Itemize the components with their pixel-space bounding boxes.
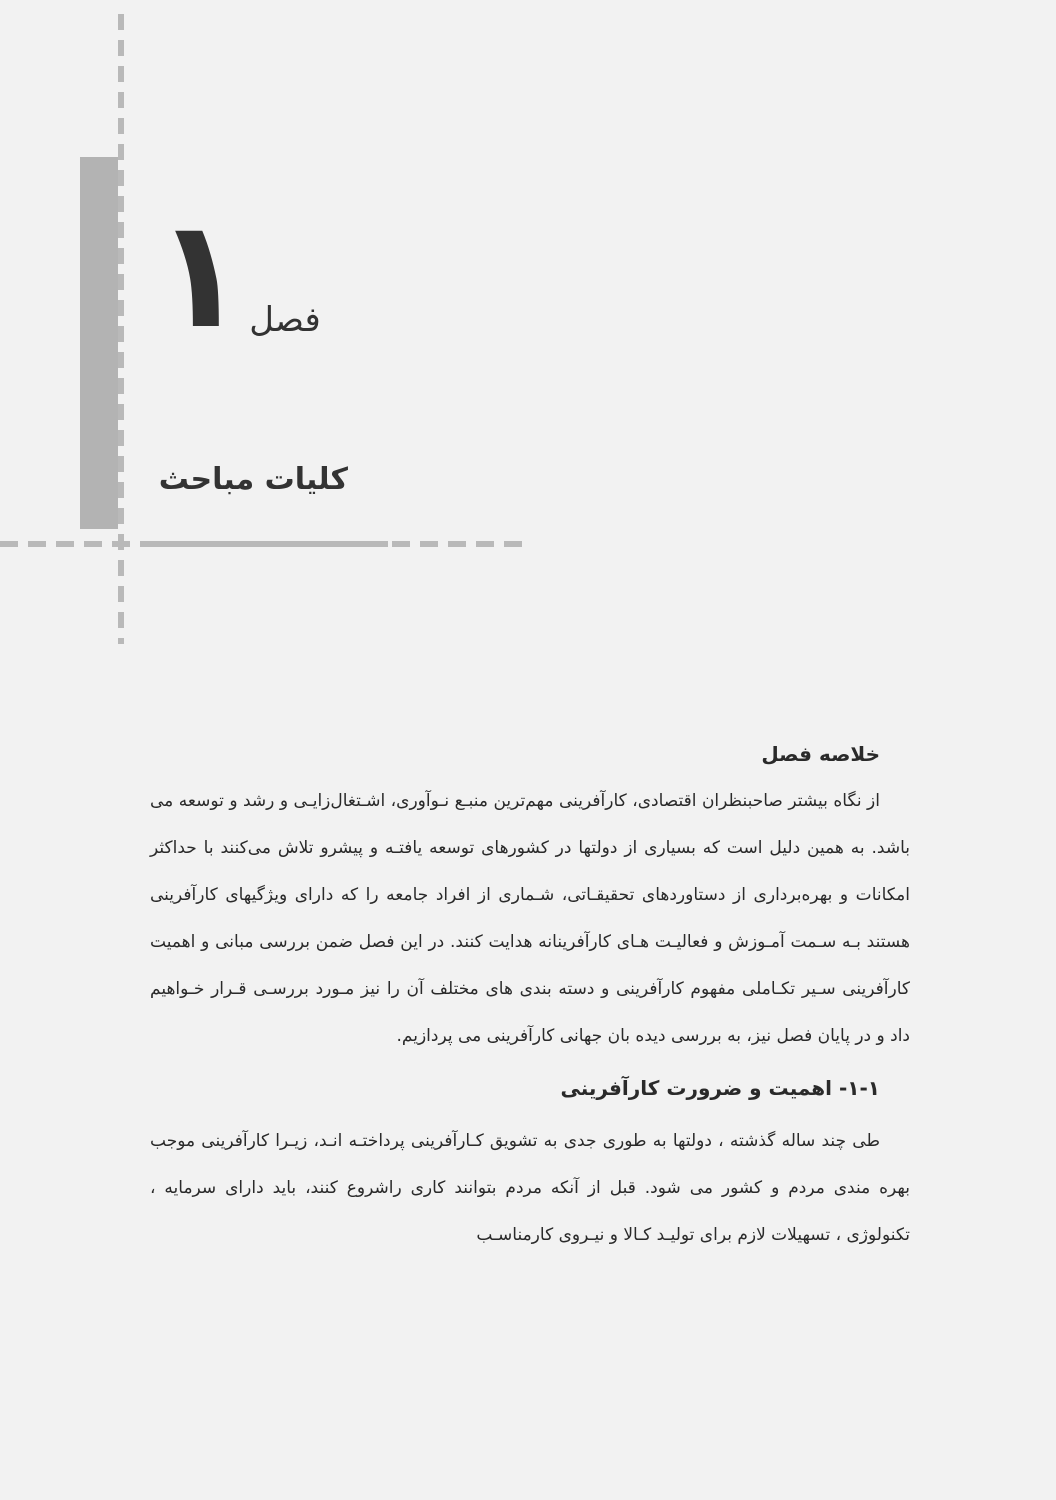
section-paragraph: طی چند ساله گذشته ، دولتها به طوری جدی به تشویق کـارآفرینی پرداختـه انـد، زیـرا کارآفرینی موجب بهره مندی مردم و کشور می شود. قبل از آنکه مردم بتوانند کاری راشروع کنند، باید دارای سرمایه ، تکنولوژی ، تسهیلات لازم برای تولیـد کـالا و نیـروی کارمناسـب — [150, 1131, 910, 1245]
horizontal-solid-rule — [148, 541, 388, 547]
vertical-dashed-rule — [118, 14, 124, 644]
page-body — [150, 730, 910, 1259]
chapter-number: ۱ — [154, 188, 246, 362]
summary-heading: خلاصه فصل — [761, 742, 880, 766]
chapter-title: کلیات مباحث — [158, 462, 348, 497]
chapter-side-bar — [80, 157, 118, 529]
summary-paragraph: از نگاه بیشتر صاحبنظران اقتصادی، کارآفرینی مهم‌ترین منبـع نـوآوری، اشـتغال‌زایـی و رشد و توسعه می باشد. به همین دلیل است که بسیاری از دولتها در کشورهای توسعه یافتـه و پیشرو تلاش می‌کنند با حداکثر امکانات و بهره‌برداری از دستاوردهای تحقیقـاتی، شـماری از افراد جامعه را که دارای ویژگیهای کارآفرینی هستند بـه سـمت آمـوزش و فعالیـت هـای کارآفرینانه هدایت کنند. در این فصل ضمن بررسی مبانی و اهمیت کارآفرینی سـیر تکـاملی مفهوم کارآفرینی و دسته بندی های مختلف آن را نیز مـورد بررسـی قـرار خـواهیم داد و در پایان فصل نیز، به بررسی دیده بان جهانی کارآفرینی می پردازیم. — [150, 791, 910, 1046]
chapter-label: فصل — [249, 300, 321, 340]
section-heading: ۱-۱- اهمیت و ضرورت کارآفرینی — [560, 1076, 880, 1100]
